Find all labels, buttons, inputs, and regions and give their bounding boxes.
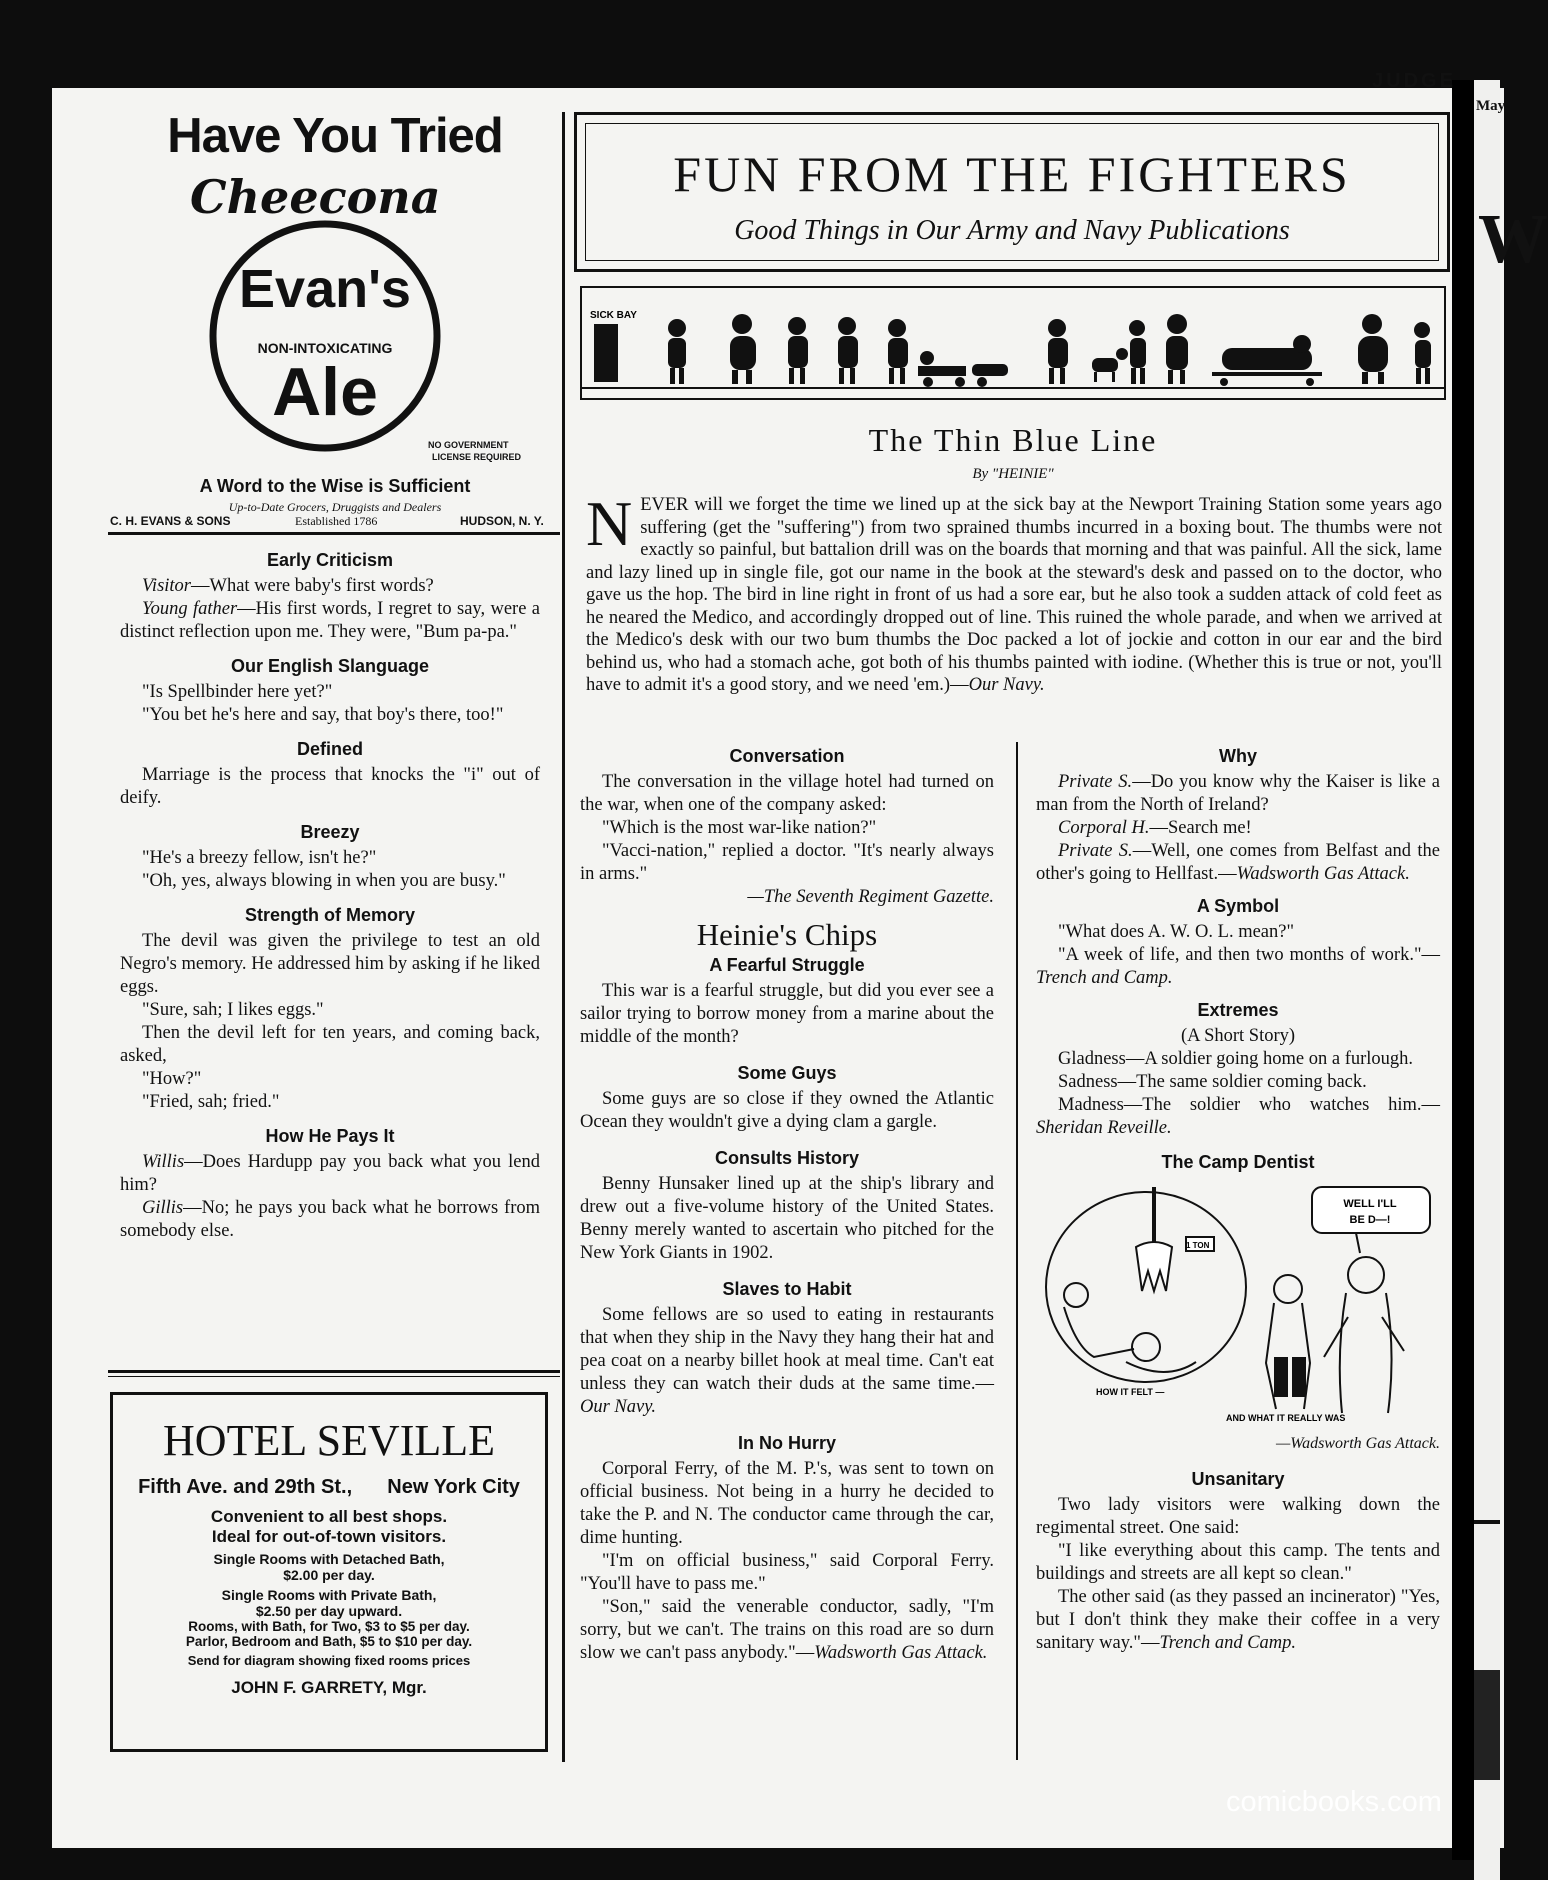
joke-heading: Breezy: [300, 822, 360, 842]
hotel-line-8: Parlor, Bedroom and Bath, $5 to $10 per day.: [185, 1634, 473, 1649]
ad-headline: Have You Tried: [167, 109, 503, 163]
why-p3: Private S.—Well, one comes from Belfast and the other's going to Hellfast.—Wadsworth Gas Attack.: [1036, 841, 1441, 884]
consults-history-heading: Consults History: [714, 1148, 860, 1168]
joke-heading: Early Criticism: [266, 550, 394, 570]
weight-tag: 1 TON: [1186, 1241, 1210, 1250]
camp-dentist-heading: The Camp Dentist: [1161, 1152, 1315, 1172]
joke-paragraph: "You bet he's here and say, that boy's there, too!": [142, 705, 504, 725]
unsanitary-p1: Two lady visitors were walking down the regimental street. One said:: [1036, 1495, 1440, 1538]
thin-blue-line-byline: By "HEINIE": [972, 466, 1054, 482]
sick-bay-sign: SICK BAY: [590, 310, 637, 321]
ad-divider: [108, 532, 560, 535]
camp-dentist-cartoon: [1036, 1177, 1440, 1427]
hotel-line-5: Single Rooms with Private Bath,: [221, 1587, 437, 1603]
adjacent-page-edge: May W: [1474, 80, 1500, 1880]
thin-blue-line-title: The Thin Blue Line: [868, 422, 1158, 458]
hotel-line-4: $2.00 per day.: [283, 1567, 375, 1583]
conversation-heading: Conversation: [729, 746, 845, 766]
hotel-address-1: Fifth Ave. and 29th St.,: [138, 1476, 353, 1498]
brand-name: Evan's: [239, 259, 411, 319]
joke-heading: Defined: [296, 739, 363, 759]
joke-paragraph: Willis—Does Hardupp pay you back what you lend him?: [120, 1152, 540, 1195]
fearful-struggle-heading: A Fearful Struggle: [709, 955, 865, 975]
joke-heading: Strength of Memory: [244, 905, 415, 925]
no-hurry-p3: "Son," said the venerable conductor, sadly, "I'm sorry, but we can't. The trains on this road are so durn slow we can't pass anybody."—Wadsworth Gas Attack.: [580, 1597, 994, 1663]
joke-paragraph: Then the devil left for ten years, and coming back, asked,: [120, 1023, 540, 1066]
hotel-manager: JOHN F. GARRETY, Mgr.: [231, 1678, 427, 1697]
unsanitary-p2: "I like everything about this camp. The tents and buildings and streets are all kept so clean.": [1036, 1541, 1440, 1584]
joke-heading: How He Pays It: [265, 1126, 395, 1146]
ad-city: HUDSON, N. Y.: [460, 514, 544, 528]
some-guys-heading: Some Guys: [737, 1063, 837, 1083]
feature-title: FUN FROM THE FIGHTERS: [673, 146, 1351, 202]
caption-how-it-felt: HOW IT FELT —: [1096, 1387, 1165, 1397]
joke-paragraph: Gillis—No; he pays you back what he borrows from somebody else.: [120, 1198, 540, 1241]
license-note-1: NO GOVERNMENT: [428, 440, 509, 450]
extremes-p1: Gladness—A soldier going home on a furlough.: [1058, 1049, 1414, 1069]
hotel-address-2: New York City: [387, 1476, 520, 1498]
sick-bay-illustration: [582, 288, 1444, 398]
joke-paragraph: "Is Spellbinder here yet?": [142, 682, 333, 702]
extremes-p3: Madness—The soldier who watches him.—Sheridan Reveille.: [1036, 1095, 1440, 1138]
speech-bubble-line-2: BE D—!: [1349, 1214, 1391, 1226]
hotel-line-7: Rooms, with Bath, for Two, $3 to $5 per day.: [188, 1619, 470, 1634]
conversation-p3: "Vacci-nation," replied a doctor. "It's nearly always in arms.": [580, 841, 994, 884]
ad-company: C. H. EVANS & SONS: [110, 514, 231, 528]
article-body: EVER will we forget the time we lined up at the sick bay at the Newport Training Station some years ago suffering (get the "suffering") from two sprained thumbs incurred in a boxing bout. The thumbs were not exactly so painful, but battalion drill was on the boards that morning and that was painful. All the sick, lame and lazy lined up in single file, got our name in the book at the steward's desk and passed on to the doctor, who gave us the hop. The bird in line right in front of us had a sore ear, but he also took a sudden attack of cold feet as he neared the Medico, and accordingly dropped out of line. This ruined the whole parade, and when we arrived at the Medico's desk with our two bum thumbs the Doc packed a lot of jockie and cotton in our ear and the bird behind us, who had a stomach ache, got both of his thumbs painted with iodine. (Whether this is true or not, you'll have to admit it's a good story, and we need 'em.)—: [586, 495, 1442, 695]
hotel-line-3: Single Rooms with Detached Bath,: [213, 1551, 445, 1567]
joke-paragraph: "Fried, sah; fried.": [142, 1092, 280, 1112]
conversation-source: —The Seventh Regiment Gazette.: [747, 887, 994, 907]
conversation-p1: The conversation in the village hotel had turned on the war, when one of the company asked:: [580, 772, 994, 815]
license-note-2: LICENSE REQUIRED: [432, 452, 522, 462]
evans-ale-ad: [110, 108, 560, 528]
extremes-subheading: (A Short Story): [1180, 1026, 1296, 1046]
joke-paragraph: Marriage is the process that knocks the "i" out of deify.: [120, 765, 540, 808]
column-rule-left: [562, 112, 565, 1762]
joke-paragraph: "How?": [142, 1069, 202, 1089]
drop-cap: N: [586, 488, 633, 559]
hotel-line-1: Convenient to all best shops.: [210, 1507, 448, 1526]
ad-tagline: A Word to the Wise is Sufficient: [199, 476, 471, 496]
speech-bubble-line-1: WELL I'LL: [1343, 1198, 1397, 1210]
joke-paragraph: Young father—His first words, I regret to say, were a distinct reflection upon me. They were, "Bum pa-pa.": [120, 599, 540, 642]
edge-fragment: May: [1476, 98, 1506, 114]
ad-subline: Up-to-Date Grocers, Druggists and Dealers: [228, 500, 442, 514]
hotel-name: HOTEL SEVILLE: [163, 1416, 495, 1465]
unsanitary-p3: The other said (as they passed an incinerator) "Yes, but I don't think they make their coffee in a very sanitary way."—Trench and Camp.: [1036, 1587, 1440, 1653]
sick-bay-cartoon-strip: [580, 286, 1446, 400]
symbol-p1: "What does A. W. O. L. mean?": [1058, 922, 1295, 942]
why-p2: Corporal H.—Search me!: [1058, 818, 1252, 838]
slaves-to-habit-heading: Slaves to Habit: [722, 1279, 852, 1299]
brand-script: Cheecona: [190, 170, 441, 224]
watermark: comicbooks.com: [1226, 1786, 1442, 1818]
no-hurry-heading: In No Hurry: [737, 1433, 836, 1453]
no-hurry-p2: "I'm on official business," said Corporal Ferry. "You'll have to pass me.": [580, 1551, 994, 1594]
extremes-p2: Sadness—The same soldier coming back.: [1058, 1072, 1367, 1092]
symbol-heading: A Symbol: [1196, 896, 1280, 916]
hotel-line-9: Send for diagram showing fixed rooms prices: [187, 1653, 471, 1668]
ale-label: Ale: [272, 354, 378, 430]
slaves-to-habit-text: Some fellows are so used to eating in restaurants that when they ship in the Navy they hang their hat and pea coat on a nearby billet hook at meal time. Can't eat unless they can watch their duds at the same time.—Our Navy.: [580, 1305, 994, 1417]
joke-paragraph: "Sure, sah; I likes eggs.": [142, 1000, 324, 1020]
left-divider: [108, 1370, 560, 1373]
symbol-p2: "A week of life, and then two months of work."—Trench and Camp.: [1036, 945, 1440, 988]
non-intoxicating-label: NON-INTOXICATING: [257, 340, 393, 356]
hotel-line-2: Ideal for out-of-town visitors.: [211, 1527, 447, 1546]
joke-paragraph: "He's a breezy fellow, isn't he?": [142, 848, 377, 868]
page-gutter: [1452, 80, 1474, 1860]
extremes-heading: Extremes: [1197, 1000, 1279, 1020]
thin-blue-line-article: [586, 488, 1442, 697]
left-joke-column: [120, 548, 540, 1243]
no-hurry-p1: Corporal Ferry, of the M. P.'s, was sent to town on official business. Not being in a hurry he decided to take the P. and N. The conductor came through the car, dime hunting.: [580, 1459, 994, 1548]
joke-paragraph: "Oh, yes, always blowing in when you are busy.": [142, 871, 506, 891]
caption-what-it-was: AND WHAT IT REALLY WAS: [1226, 1413, 1346, 1423]
feature-header-box: [574, 112, 1450, 272]
column-rule-right: [1016, 742, 1018, 1760]
heinies-chips-heading: Heinie's Chips: [696, 917, 878, 952]
running-head: JUDGE: [1372, 70, 1456, 92]
some-guys-text: Some guys are so close if they owned the Atlantic Ocean they wouldn't give a dying clam a gargle.: [580, 1089, 994, 1132]
why-heading: Why: [1219, 746, 1257, 766]
middle-joke-column: [580, 744, 994, 1665]
joke-paragraph: The devil was given the privilege to test an old Negro's memory. He addressed him by asking if he liked eggs.: [120, 931, 540, 997]
dentist-source: —Wadsworth Gas Attack.: [1275, 1435, 1440, 1452]
hotel-seville-ad: [110, 1392, 548, 1752]
feature-subtitle: Good Things in Our Army and Navy Publications: [734, 215, 1290, 246]
ad-established: Established 1786: [295, 514, 378, 528]
joke-paragraph: Visitor—What were baby's first words?: [142, 576, 434, 596]
article-source: Our Navy.: [968, 675, 1045, 695]
unsanitary-heading: Unsanitary: [1191, 1469, 1285, 1489]
joke-heading: Our English Slanguage: [230, 656, 430, 676]
conversation-p2: "Which is the most war-like nation?": [602, 818, 877, 838]
hotel-line-6: $2.50 per day upward.: [255, 1603, 403, 1619]
right-joke-column: [1036, 744, 1440, 1655]
consults-history-text: Benny Hunsaker lined up at the ship's library and drew out a five-volume history of the United States. Benny merely wanted to ascertain who pitched for the New York Giants in 1902.: [580, 1174, 994, 1263]
fearful-struggle-text: This war is a fearful struggle, but did you ever see a sailor trying to borrow money from a marine about the middle of the month?: [580, 981, 994, 1047]
why-p1: Private S.—Do you know why the Kaiser is like a man from the North of Ireland?: [1036, 772, 1440, 815]
